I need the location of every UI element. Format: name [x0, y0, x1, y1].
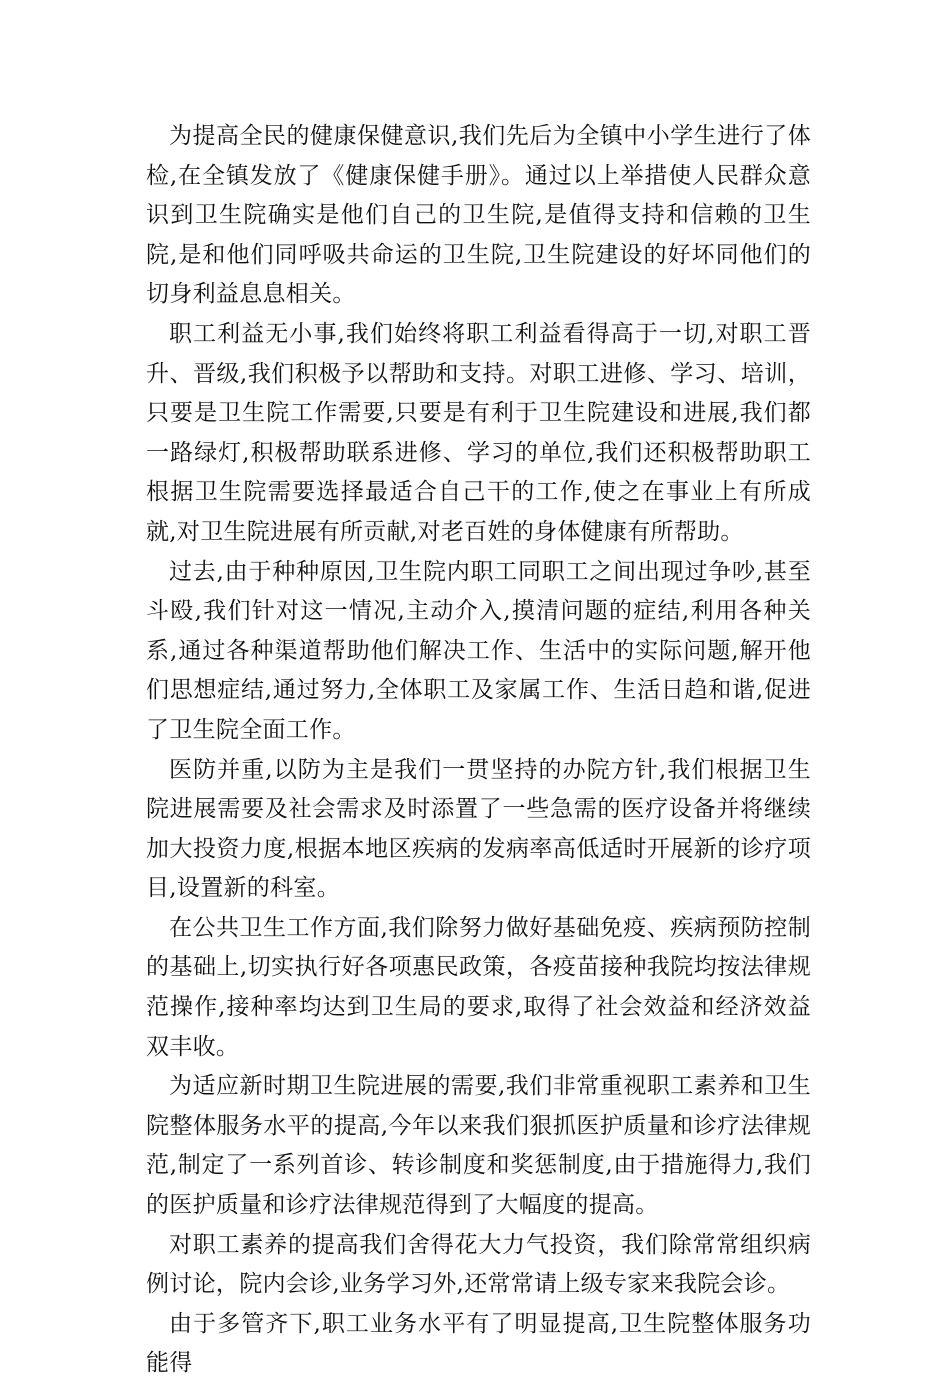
paragraph-public-health: 在公共卫生工作方面,我们除努力做好基础免疫、疾病预防控制的基础上,切实执行好各项惠民政策，各疫苗接种我院均按法律规范操作,接种率均达到卫生局的要求,取得了社会效益和经济效益双丰收。: [146, 914, 811, 1060]
paragraph-health-awareness: 为提高全民的健康保健意识,我们先后为全镇中小学生进行了体检,在全镇发放了《健康保健手册》。通过以上举措使人民群众意识到卫生院确实是他们自己的卫生院,是值得支持和信赖的卫生院,是和他们同呼吸共命运的卫生院,卫生院建设的好坏同他们的切身利益息息相关。: [146, 123, 811, 308]
paragraph-staff-harmony: 过去,由于种种原因,卫生院内职工同职工之间出现过争吵,甚至斗殴,我们针对这一情况,主动介入,摸清问题的症结,利用各种关系,通过各种渠道帮助他们解决工作、生活中的实际问题,解开他们思想症结,通过努力,全体职工及家属工作、生活日趋和谐,促进了卫生院全面工作。: [146, 558, 811, 743]
paragraph-staff-training: 对职工素养的提高我们舍得花大力气投资，我们除常常组织病例讨论，院内会诊,业务学习外,还常常请上级专家来我院会诊。: [146, 1231, 811, 1298]
paragraph-service-quality: 为适应新时期卫生院进展的需要,我们非常重视职工素养和卫生院整体服务水平的提高,今年以来我们狠抓医护质量和诊疗法律规范,制定了一系列首诊、转诊制度和奖惩制度,由于措施得力,我们的医护质量和诊疗法律规范得到了大幅度的提高。: [146, 1073, 811, 1219]
paragraph-prevention-policy: 医防并重,以防为主是我们一贯坚持的办院方针,我们根据卫生院进展需要及社会需求及时添置了一些急需的医疗设备并将继续加大投资力度,根据本地区疾病的发病率高低适时开展新的诊疗项目,设置新的科室。: [146, 756, 811, 902]
document-body: [146, 117, 811, 1384]
paragraph-results: 由于多管齐下,职工业务水平有了明显提高,卫生院整体服务功能得: [146, 1310, 811, 1377]
paragraph-staff-interests: 职工利益无小事,我们始终将职工利益看得高于一切,对职工晋升、晋级,我们积极予以帮助和支持。对职工进修、学习、培训，只要是卫生院工作需要,只要是有利于卫生院建设和进展,我们都一路绿灯,积极帮助联系进修、学习的单位,我们还积极帮助职工根据卫生院需要选择最适合自己干的工作,使之在事业上有所成就,对卫生院进展有所贡献,对老百姓的身体健康有所帮助。: [146, 320, 811, 545]
